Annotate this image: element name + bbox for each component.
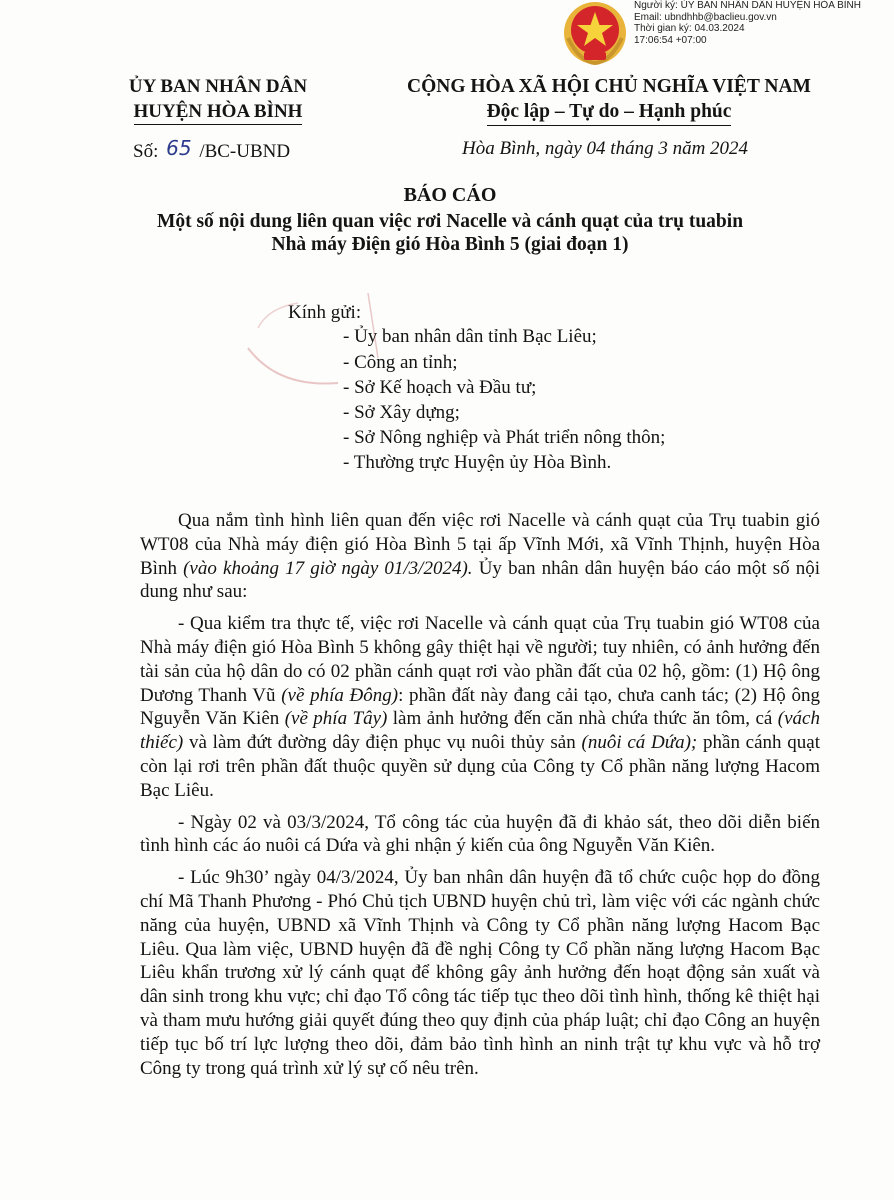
report-body	[140, 509, 820, 1088]
signature-time-value: 17:06:54 +07:00	[634, 34, 707, 46]
signature-signer: Người ký: ỦY BAN NHÂN DÂN HUYỆN HÒA BÌNH	[634, 0, 861, 11]
body-paragraph-2: - Qua kiểm tra thực tế, việc rơi Nacelle và cánh quạt của Trụ tuabin gió WT08 của Nhà máy điện gió Hòa Bình 5 không gây thiệt hại về người; tuy nhiên, có ảnh hưởng đến tài sản của hộ dân do có 02 phần cánh quạt rơi vào phần đất của 02 hộ, gồm: (1) Hộ ông Dương Thanh Vũ (về phía Đông): phần đất này đang cải tạo, chưa canh tác; (2) Hộ ông Nguyễn Văn Kiên (về phía Tây) làm ảnh hưởng đến căn nhà chứa thức ăn tôm, cá (vách thiếc) và làm đứt đường dây điện phục vụ nuôi thủy sản (nuôi cá Dứa); phần cánh quạt còn lại rơi trên phần đất thuộc quyền sử dụng của Công ty Cổ phần năng lượng Hacom Bạc Liêu.	[140, 613, 821, 801]
doc-no-handwritten: 65	[166, 136, 192, 160]
body-paragraph-3: - Ngày 02 và 03/3/2024, Tổ công tác của huyện đã đi khảo sát, theo dõi diễn biến tình hình các áo nuôi cá Dứa và ghi nhận ý kiến của ông Nguyễn Văn Kiên.	[140, 811, 820, 857]
signature-email: Email: ubndhhb@baclieu.gov.vn	[634, 11, 777, 23]
national-header	[384, 74, 834, 126]
title-main: BÁO CÁO	[403, 184, 497, 206]
recipient-item: - Sở Nông nghiệp và Phát triển nông thôn;	[343, 427, 666, 448]
national-emblem-icon	[560, 0, 630, 66]
recipient-item: - Sở Xây dựng;	[343, 402, 460, 423]
recipient-item: - Sở Kế hoạch và Đầu tư;	[343, 377, 537, 398]
signature-time-label: Thời gian ký: 04.03.2024	[634, 23, 745, 34]
recipient-item: - Ủy ban nhân dân tỉnh Bạc Liêu;	[343, 326, 597, 347]
recipients-label: Kính gửi:	[288, 302, 362, 323]
report-title	[70, 184, 830, 257]
body-paragraph-4: - Lúc 9h30’ ngày 04/3/2024, Ủy ban nhân dân huyện đã tổ chức cuộc họp do đồng chí Mã Thanh Phương - Phó Chủ tịch UBND huyện chủ trì, làm việc với các ngành chức năng của huyện, UBND xã Vĩnh Thịnh và Công ty Cổ phần năng lượng Hacom Bạc Liêu. Qua làm việc, UBND huyện đã đề nghị Công ty Cổ phần năng lượng Hacom Bạc Liêu khẩn trương xử lý cánh quạt để không gây ảnh hưởng đến hoạt động sản xuất và dân sinh trong khu vực; chỉ đạo Tổ công tác tiếp tục theo dõi tình hình, thống kê thiệt hại và tham mưu hướng giải quyết đúng theo quy định của pháp luật; chỉ đạo Công an huyện tiếp tục bố trí lực lượng theo dõi, đảm bảo tình hình an ninh trật tự khu vực và hỗ trợ Công ty trong quá trình xử lý sự cố nêu trên.	[140, 867, 820, 1079]
doc-no-suffix: /BC-UBND	[199, 141, 291, 162]
doc-no-prefix: Số:	[133, 141, 159, 162]
national-motto: Độc lập – Tự do – Hạnh phúc	[487, 99, 732, 126]
body-paragraph-1: Qua nắm tình hình liên quan đến việc rơi Nacelle và cánh quạt của Trụ tuabin gió WT08 của Nhà máy điện gió Hòa Bình 5 tại ấp Vĩnh Mới, xã Vĩnh Thịnh, huyện Hòa Bình (vào khoảng 17 giờ ngày 01/3/2024). Ủy ban nhân dân huyện báo cáo một số nội dung như sau:	[140, 510, 821, 603]
title-sub-line2: Nhà máy Điện gió Hòa Bình 5 (giai đoạn 1)	[271, 234, 629, 255]
issuing-organization	[100, 74, 336, 125]
place-and-date: Hòa Bình, ngày 04 tháng 3 năm 2024	[462, 138, 749, 159]
document-number	[133, 138, 290, 163]
recipient-item: - Thường trực Huyện ủy Hòa Bình.	[343, 452, 612, 473]
title-sub-line1: Một số nội dung liên quan việc rơi Nacelle và cánh quạt của trụ tuabin	[156, 210, 744, 232]
digital-signature-info	[634, 0, 884, 46]
recipient-item: - Công an tỉnh;	[343, 352, 458, 373]
org-line1: ỦY BAN NHÂN DÂN	[128, 76, 308, 97]
nation-name: CỘNG HÒA XÃ HỘI CHỦ NGHĨA VIỆT NAM	[407, 76, 811, 97]
org-line2: HUYỆN HÒA BÌNH	[134, 99, 303, 125]
